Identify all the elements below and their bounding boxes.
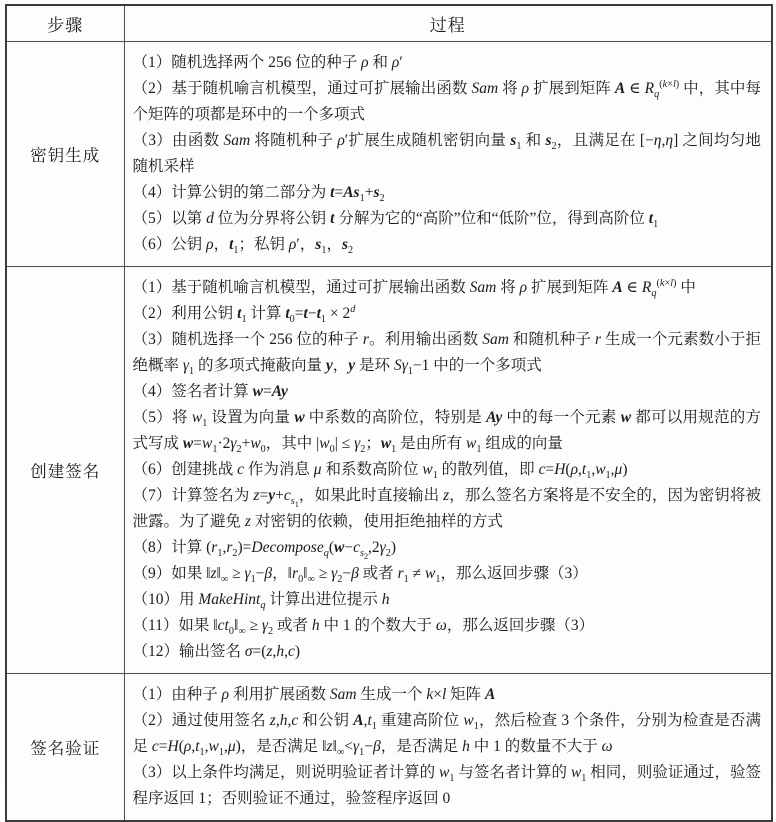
process-line: （11）如果 $‖ct_0‖_\infty \ge \gamma_2$ 或者 h 中 1 的个数大于 ω，那么返回步骤（3） — [132, 616, 595, 637]
header-row — [6, 5, 772, 41]
process-line: （3）由函数 Sam 将随机种子 ρ′扩展生成随机密钥向量 $s_1$ 和 $s_2$，且满足在 [−η,η] 之间均匀地随机采样 — [132, 131, 761, 175]
process-line: （1）随机选择两个 256 位的种子 ρ 和 ρ′ — [132, 53, 403, 71]
process-line: （5）以第 d 位为分界将公钥 t 分解为它的“高阶”位和“低阶”位，得到高阶位 $t_1$ — [132, 209, 659, 230]
process-line: （12）输出签名 σ=(z,h,c) — [132, 642, 301, 660]
process-cell-create-signature — [124, 266, 772, 673]
process-line: （3）随机选择一个 256 位的种子 r。利用输出函数 Sam 和随机种子 r 生成一个元素数小于拒绝概率 $\gamma_1$ 的多项式掩蔽向量 y，y 是环 $S\gamma_1-1$ 中的一个多项式 — [132, 330, 761, 377]
process-line: （2）基于随机喻言机模型，通过可扩展输出函数 Sam 将 ρ 扩展到矩阵 A ∈ $R_q^{(k\times l)}$ 中，其中每个矩阵的项都是环中的一个多项式 — [132, 78, 761, 123]
table-row-signature-verification — [6, 673, 772, 821]
step-label-signature-verification: 签名验证 — [6, 673, 124, 821]
process-cell-key-generation — [124, 41, 772, 266]
column-header-step: 步骤 — [6, 5, 124, 41]
algorithm-steps-table — [5, 4, 773, 822]
column-header-process: 过程 — [124, 5, 772, 41]
process-line: （3）以上条件均满足，则说明验证者计算的 $w_1$ 与签名者计算的 $w_1$ 相同，则验证通过，验签程序返回 1；否则验证不通过，验签程序返回 0 — [132, 763, 761, 807]
table-row-key-generation — [6, 41, 772, 266]
process-line: （6）创建挑战 c 作为消息 μ 和系数高阶位 $w_1$ 的散列值，即 $c=H(\rho,t_1,w_1,\mu)$ — [132, 460, 628, 481]
process-line: （2）通过使用签名 z,h,c 和公钥 $A,t_1$ 重建高阶位 $w_1$，然后检查 3 个条件，分别为检查是否满足 $c=H(\rho,t_1,w_1,\mu)$，是否满足 $‖z‖_\infty<\gamma_1-\beta$，是否满足 h 中 1 的数量不大于 ω — [132, 711, 761, 758]
process-line: （4）签名者计算 w=Ay — [132, 382, 288, 400]
process-line: （6）公钥 ρ，$t_1$；私钥 ρ′，$s_1$，$s_2$ — [132, 235, 354, 256]
process-line: （1）由种子 ρ 利用扩展函数 Sam 生成一个 k×l 矩阵 A — [132, 685, 496, 703]
process-cell-signature-verification — [124, 673, 772, 821]
step-label-create-signature: 创建签名 — [6, 266, 124, 673]
process-line: （2）利用公钥 $t_1$ 计算 $t_0=t-t_1 \times 2^d$ — [132, 303, 356, 325]
process-line: （7）计算签名为 $z=y+c_{s_1}$，如果此时直接输出 z，那么签名方案将是不安全的，因为密钥将被泄露。为了避免 z 对密钥的依赖，使用拒绝抽样的方式 — [132, 486, 761, 530]
process-line: （5）将 $w_1$ 设置为向量 w 中系数的高阶位，特别是 Ay 中的每一个元素 w 都可以用规范的方式写成 $w=w_1\cdot 2\gamma_2+w_0$，其中 $|w_0| \le \gamma_2$；$w_1$ 是由所有 $w_1$ 组成的向量 — [132, 408, 761, 455]
process-line: （4）计算公钥的第二部分为 $t=As_1+s_2$ — [132, 183, 385, 204]
process-line: （10）用 MakeHint$_q$ 计算出进位提示 h — [132, 590, 390, 611]
table-row-create-signature — [6, 266, 772, 673]
process-line: （1）基于随机喻言机模型，通过可扩展输出函数 Sam 将 ρ 扩展到矩阵 A ∈ $R_q^{(k\times l)}$ 中 — [132, 277, 696, 299]
process-line: （8）计算 $(r_1,r_2)=Decompose_q(w-c_{s_2},2\gamma_2)$ — [132, 538, 397, 561]
process-line: （9）如果 $‖z‖_\infty \ge \gamma_1-\beta$，$‖r_0‖_\infty \ge \gamma_2-\beta$ 或者 $r_1 \ne w_1$，那么返回步骤（3） — [132, 564, 588, 585]
step-label-key-generation: 密钥生成 — [6, 41, 124, 266]
